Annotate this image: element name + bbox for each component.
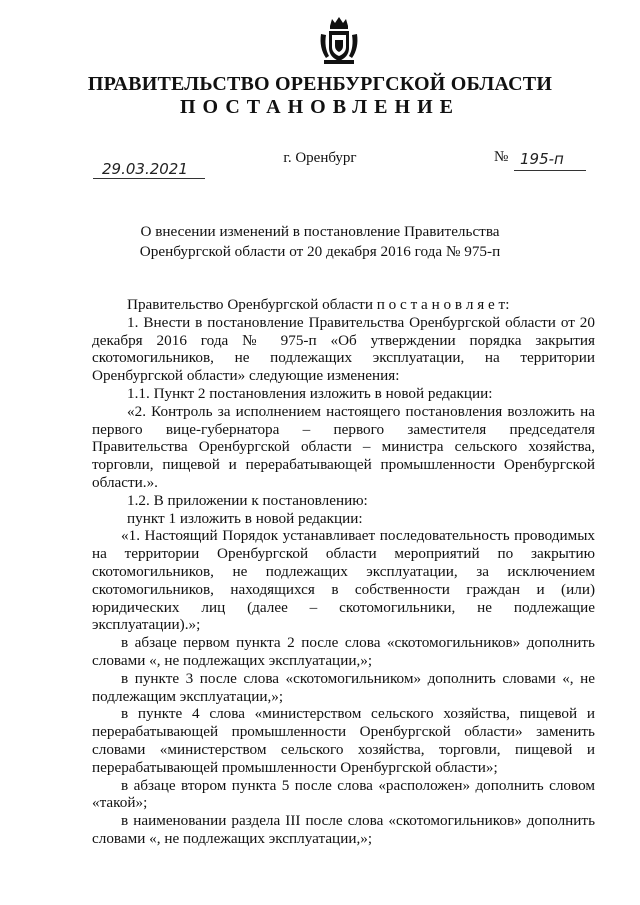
paragraph-item-1-intro: пункт 1 изложить в новой редакции: bbox=[127, 509, 363, 527]
government-title: ПРАВИТЕЛЬСТВО ОРЕНБУРГСКОЙ ОБЛАСТИ bbox=[87, 73, 553, 95]
orenburg-coat-of-arms-icon bbox=[318, 16, 360, 66]
document-subject bbox=[0, 222, 640, 262]
document-body bbox=[92, 296, 595, 848]
paragraph-quote-1: «1. Настоящий Порядок устанавливает последовательность проводимых на территории Оренбургской области мероприятий по закрытию скотомогильников, не подлежащих эксплуатации, за исключением скотомогильников, находящихся в собственности граждан и (или) юридических лиц (далее – скотомогильники, не подлежащие эксплуатации).»; bbox=[92, 527, 595, 634]
document-number-label: № bbox=[494, 149, 509, 165]
number-underline bbox=[514, 170, 586, 171]
paragraph-item-4: в пункте 4 слова «министерством сельского хозяйства, пищевой и перерабатывающей промышленности Оренбургской области» заменить словами «министерством сельского хозяйства, торговли, пищевой и перерабатывающей промышленности Оренбургской области»; bbox=[92, 705, 595, 776]
document-number: 195-п bbox=[520, 150, 564, 168]
document-type-title: ПОСТАНОВЛЕНИЕ bbox=[180, 96, 460, 118]
subject-line-1: О внесении изменений в постановление Правительства bbox=[140, 223, 500, 240]
document-date: 29.03.2021 bbox=[102, 160, 188, 178]
subject-line-2: Оренбургской области от 20 декабря 2016 года № 975-п bbox=[139, 243, 501, 260]
paragraph-quote-2: «2. Контроль за исполнением настоящего постановления возложить на первого вице-губернатора – первого заместителя председателя Правительства Оренбургской области – министра сельского хозяйства, торговли, пищевой и перерабатывающей промышленности Оренбургской области.». bbox=[92, 402, 595, 491]
document-city: г. Оренбург bbox=[283, 150, 357, 166]
paragraph-1: 1. Внести в постановление Правительства Оренбургской области от 20 декабря 2016 года № 975-п «Об утверждении порядка закрытия скотомогильников, не подлежащих эксплуатации, на территории Оренбургской области» следующие изменения: bbox=[92, 313, 595, 385]
paragraph-1-2: 1.2. В приложении к постановлению: bbox=[127, 491, 368, 509]
paragraph-preamble: Правительство Оренбургской области п о с т а н о в л я е т: bbox=[127, 296, 510, 313]
paragraph-item-5: в абзаце втором пункта 5 после слова «расположен» дополнить словом «такой»; bbox=[92, 776, 595, 812]
paragraph-1-1: 1.1. Пункт 2 постановления изложить в новой редакции: bbox=[127, 384, 493, 402]
paragraph-item-3: в пункте 3 после слова «скотомогильником» дополнить словами «, не подлежащим эксплуатации,»; bbox=[92, 669, 595, 705]
paragraph-item-2: в абзаце первом пункта 2 после слова «скотомогильников» дополнить словами «, не подлежащих эксплуатации,»; bbox=[92, 634, 595, 669]
paragraph-section-3: в наименовании раздела III после слова «скотомогильников» дополнить словами «, не подлежащих эксплуатации,»; bbox=[92, 812, 595, 847]
date-underline bbox=[93, 178, 205, 179]
